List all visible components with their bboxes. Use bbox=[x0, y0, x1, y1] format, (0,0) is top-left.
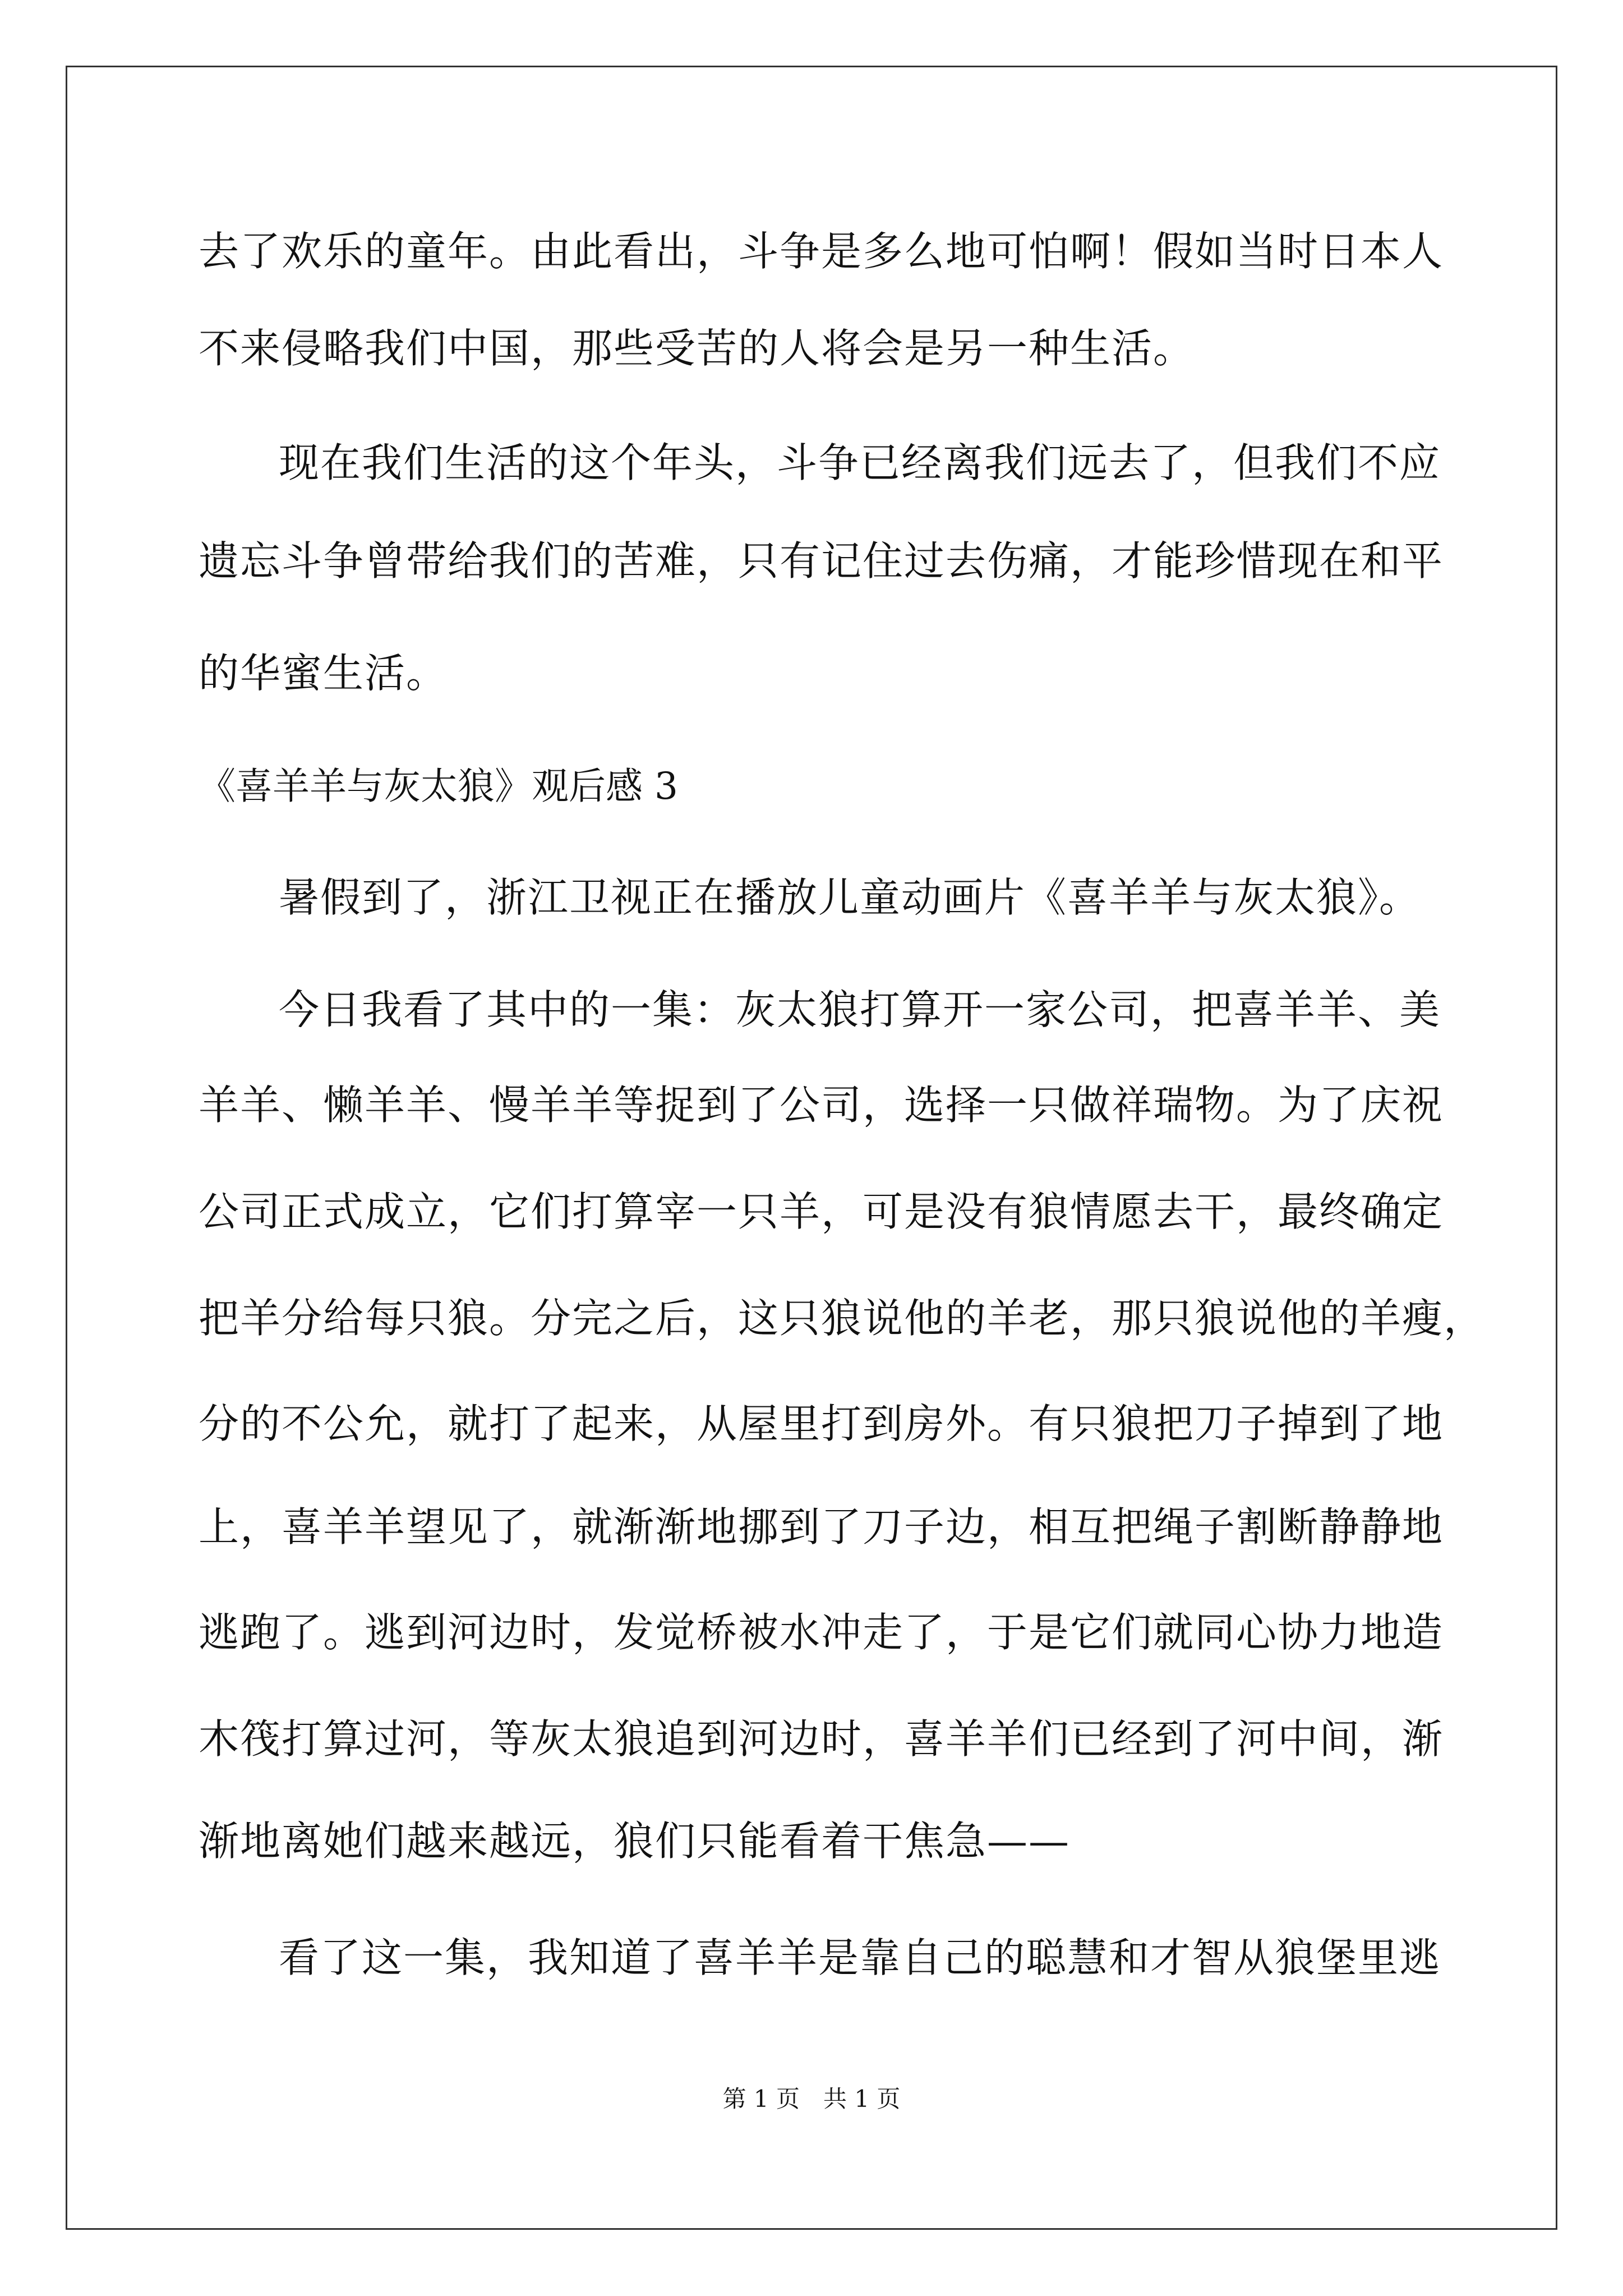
text-line-7: 暑假到了，浙江卫视正在播放儿童动画片《喜羊羊与灰太狼》。 bbox=[279, 874, 1421, 921]
text-line-2: 不来侵略我们中国，那些受苦的人将会是另一种生活。 bbox=[199, 325, 1195, 372]
text-line-1: 去了欢乐的童年。由此看出，斗争是多么地可怕啊！假如当时日本人 bbox=[199, 228, 1444, 275]
text-line-4: 遗忘斗争曾带给我们的苦难，只有记住过去伤痛，才能珍惜现在和平 bbox=[199, 537, 1444, 585]
text-line-15: 木筏打算过河，等灰太狼追到河边时，喜羊羊们已经到了河中间，渐 bbox=[199, 1715, 1444, 1763]
text-line-11: 把羊分给每只狼。分完之后，这只狼说他的羊老，那只狼说他的羊瘦， bbox=[199, 1295, 1486, 1342]
text-line-9: 羊羊、懒羊羊、慢羊羊等捉到了公司，选择一只做祥瑞物。为了庆祝 bbox=[199, 1082, 1444, 1129]
text-line-17: 看了这一集，我知道了喜羊羊是靠自己的聪慧和才智从狼堡里逃 bbox=[279, 1934, 1441, 1981]
page-footer: 第 1 页 共 1 页 bbox=[722, 2085, 901, 2113]
text-line-13: 上，喜羊羊望见了，就渐渐地挪到了刀子边，相互把绳子割断静静地 bbox=[199, 1503, 1444, 1550]
text-line-8: 今日我看了其中的一集：灰太狼打算开一家公司，把喜羊羊、美 bbox=[279, 986, 1441, 1033]
section-heading: 《喜羊羊与灰太狼》观后感 3 bbox=[199, 765, 678, 808]
text-line-14: 逃跑了。逃到河边时，发觉桥被水冲走了，于是它们就同心协力地造 bbox=[199, 1609, 1444, 1656]
text-line-3: 现在我们生活的这个年头，斗争已经离我们远去了，但我们不应 bbox=[279, 439, 1441, 486]
page-border bbox=[66, 66, 1557, 2230]
text-line-10: 公司正式成立，它们打算宰一只羊，可是没有狼情愿去干，最终确定 bbox=[199, 1188, 1444, 1235]
text-line-12: 分的不公允，就打了起来，从屋里打到房外。有只狼把刀子掉到了地 bbox=[199, 1400, 1444, 1447]
text-line-16: 渐地离她们越来越远，狼们只能看着干焦急—— bbox=[199, 1818, 1071, 1865]
text-line-5: 的华蜜生活。 bbox=[199, 650, 448, 697]
